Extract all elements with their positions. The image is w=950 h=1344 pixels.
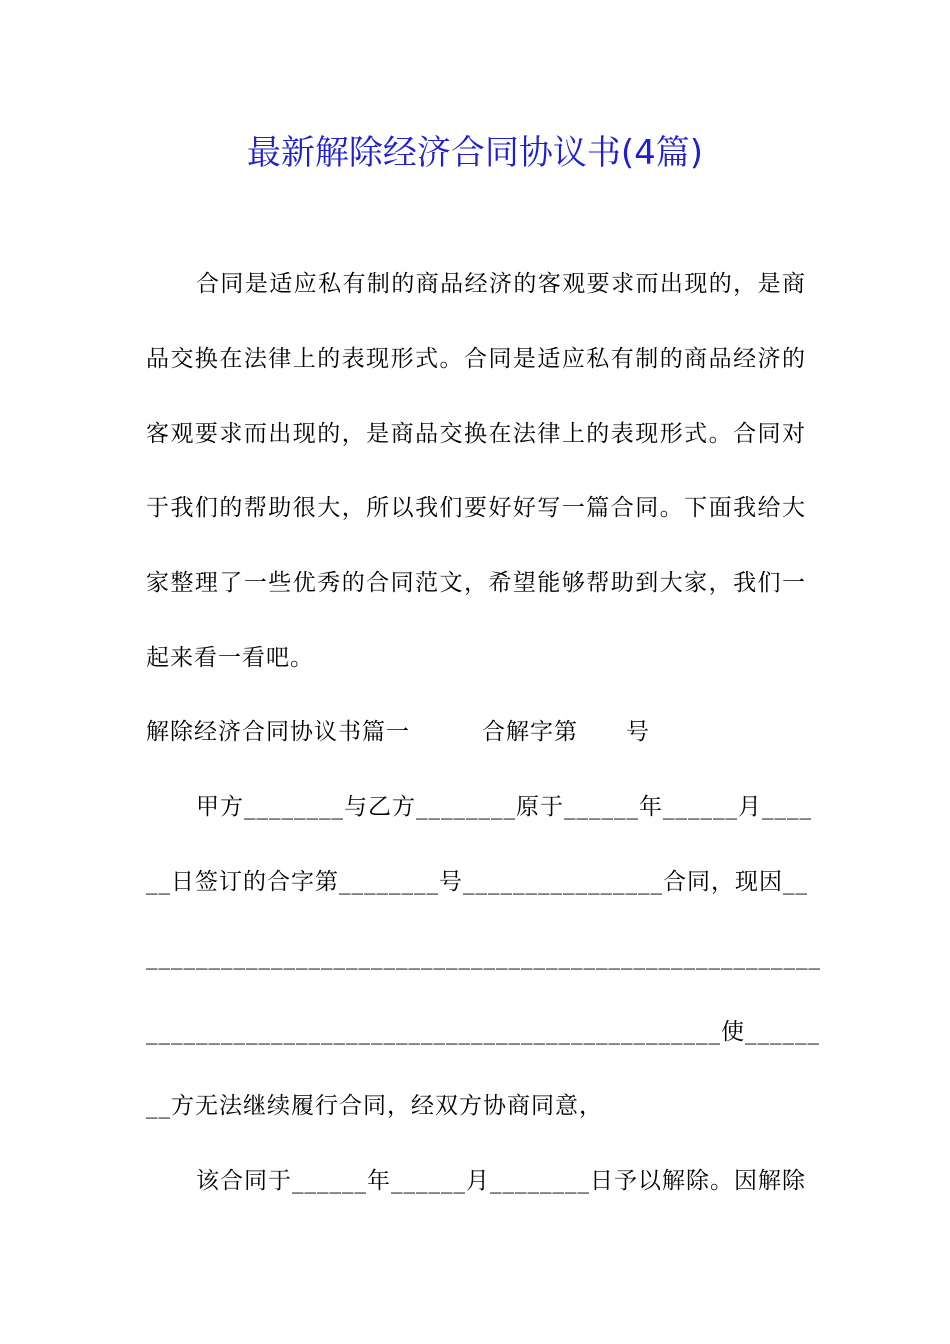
paragraph-line: 品交换在法律上的表现形式。合同是适应私有制的商品经济的	[146, 346, 806, 372]
form-line: ______________________________________________使______	[146, 1019, 820, 1045]
section-heading: 解除经济合同协议书篇一 合解字第 号	[146, 719, 650, 745]
paragraph-line: 家整理了一些优秀的合同范文，希望能够帮助到大家，我们一	[146, 570, 806, 596]
paragraph-line: 起来看一看吧。	[146, 645, 314, 671]
document-title: 最新解除经济合同协议书(4篇)	[246, 133, 704, 173]
form-line: ______________________________________________________	[146, 944, 821, 970]
form-line: 甲方________与乙方________原于______年______月____	[196, 794, 812, 820]
form-line: 该合同于______年______月________日予以解除。因解除	[196, 1168, 806, 1194]
form-line: __方无法继续履行合同，经双方协商同意，	[146, 1093, 603, 1119]
paragraph-line: 合同是适应私有制的商品经济的客观要求而出现的，是商	[196, 271, 806, 297]
paragraph-line: 于我们的帮助很大，所以我们要好好写一篇合同。下面我给大	[146, 495, 806, 521]
form-line: __日签订的合字第________号________________合同，现因__	[146, 869, 808, 895]
paragraph-line: 客观要求而出现的，是商品交换在法律上的表现形式。合同对	[146, 421, 806, 447]
